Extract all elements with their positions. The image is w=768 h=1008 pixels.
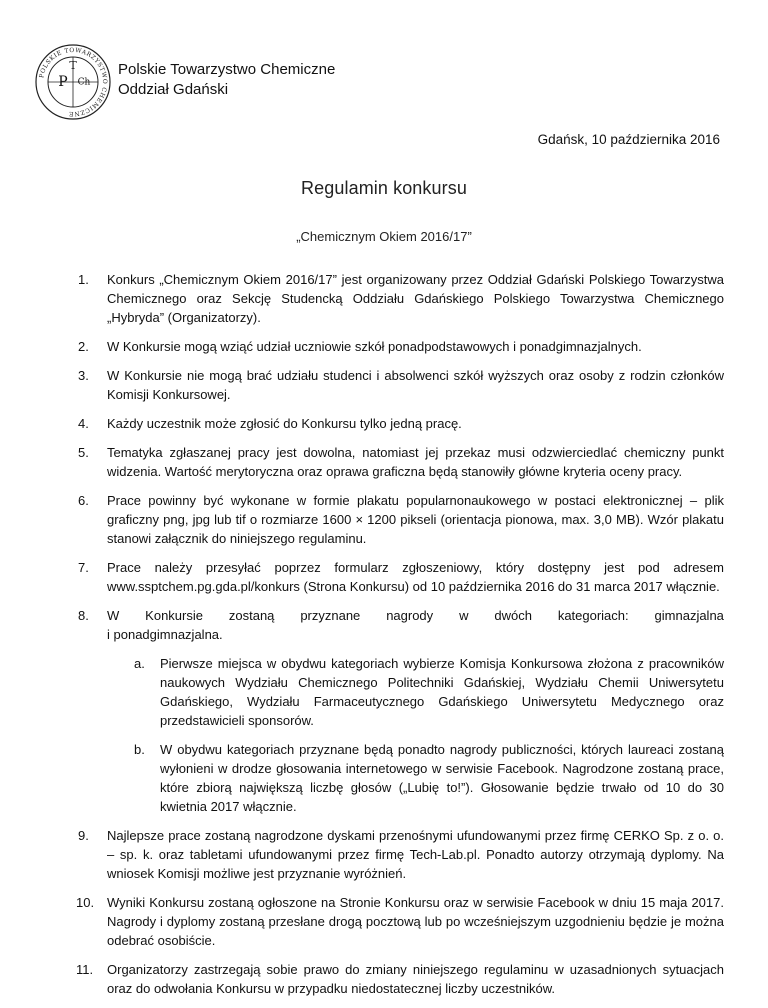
rule-text: Organizatorzy zastrzegają sobie prawo do zmiany niniejszego regulaminu w uzasadnionych sytuacjach oraz do odwołania Konkursu w przypadku niedostatecznej liczby uczestników. (107, 962, 724, 996)
rule-word: gimnazjalna (654, 608, 724, 623)
rule-word: w (459, 608, 469, 623)
rule-text-line (107, 606, 724, 625)
rule-number: 7. (78, 560, 89, 575)
rule-text: W Konkursie mogą wziąć udział uczniowie szkół ponadpodstawowych i ponadgimnazjalnych. (107, 339, 642, 354)
rule-text: Prace powinny być wykonane w formie plakatu popularnonaukowego w postaci elektronicznej – plik graficzny png, jpg lub tif o rozmiarze 1600 × 1200 pikseli (orientacja pionowa, max. 3,0 MB). Wzór plakatu stanowi załącznik do niniejszego regulaminu. (107, 493, 724, 546)
subrule-letter: a. (134, 656, 145, 671)
rule-item (78, 960, 724, 998)
rule-word: W (107, 608, 120, 623)
svg-text:Ch: Ch (77, 77, 91, 88)
rule-word: kategoriach: (557, 608, 629, 623)
rule-number: 1. (78, 272, 89, 287)
rule-item (78, 826, 724, 883)
rule-item (78, 893, 724, 950)
ptch-seal-logo (33, 42, 113, 122)
rule-text-continuation: i ponadgimnazjalna. (107, 627, 223, 642)
rule-item (78, 606, 724, 644)
rule-item (78, 270, 724, 327)
subrule-item (134, 740, 724, 816)
rule-item (78, 558, 724, 596)
rule-number: 11. (76, 962, 94, 977)
organization-name-block (118, 60, 335, 100)
rules-list (78, 270, 724, 1008)
rule-word: nagrody (386, 608, 434, 623)
rule-text: Tematyka zgłaszanej pracy jest dowolna, natomiast jej przekaz musi odzwierciedlać chemiczny punkt widzenia. Wartość merytoryczna oraz oprawa graficzna będą stanowiły główne kryteria oceny pracy. (107, 445, 724, 479)
svg-text:P: P (58, 74, 68, 90)
subrule-letter: b. (134, 742, 145, 757)
rule-text: W Konkursie nie mogą brać udziału studenci i absolwenci szkół wyższych oraz osoby z rodzin członków Komisji Konkursowej. (107, 368, 724, 402)
subrule-item (134, 654, 724, 730)
rule-word: przyznane (300, 608, 361, 623)
subrule-text: Pierwsze miejsca w obydwu kategoriach wybierze Komisja Konkursowa złożona z pracowników naukowych Wydziału Chemicznego Politechniki Gdańskiej, Wydziału Chemii Uniwersytetu Gdańskiego, Wydziału Farmaceutycznego Gdańskiego Uniwersytetu Medycznego oraz przedstawicieli sponsorów. (160, 656, 724, 728)
rule-item (78, 443, 724, 481)
rule-number: 10. (76, 895, 95, 910)
rule-number: 4. (78, 416, 89, 431)
rule-text: Najlepsze prace zostaną nagrodzone dyskami przenośnymi ufundowanymi przez firmę CERKO Sp. z o. o. – sp. k. oraz tabletami ufundowanymi przez firmę Tech-Lab.pl. Ponadto autorzy otrzymają dyplomy. Na wniosek Komisji możliwe jest przyznanie wyróżnień. (107, 828, 724, 881)
rule-item (78, 414, 724, 433)
rule-text: Konkurs „Chemicznym Okiem 2016/17” jest organizowany przez Oddział Gdański Polskiego Towarzystwa Chemicznego oraz Sekcję Studencką Oddziału Gdańskiego Polskiego Towarzystwa Chemicznego „Hybryda” (Organizatorzy). (107, 272, 724, 325)
rule-number: 3. (78, 368, 89, 383)
document-title: Regulamin konkursu (301, 178, 467, 198)
rule-number: 2. (78, 339, 89, 354)
rule-item (78, 491, 724, 548)
rule-word: Konkursie (145, 608, 203, 623)
contest-name: „Chemicznym Okiem 2016/17” (296, 229, 472, 244)
rule-word: dwóch (494, 608, 532, 623)
subrule-text: W obydwu kategoriach przyznane będą ponadto nagrody publiczności, których laureaci zostaną wyłonieni w drodze głosowania internetowego w serwisie Facebook. Nagrodzone zostaną prace, które zbiorą największą liczbę głosów („Lubię to!”). Głosowanie będzie trwało od 10 do 30 kwietnia 2017 włącznie. (160, 742, 724, 814)
document-date: Gdańsk, 10 października 2016 (537, 132, 720, 147)
rule-item (78, 366, 724, 404)
org-branch: Oddział Gdański (118, 81, 229, 98)
rule-text: Prace należy przesyłać poprzez formularz zgłoszeniowy, który dostępny jest pod adresem www.ssptchem.pg.gda.pl/konkurs (Strona Konkursu) od 10 października 2016 do 31 marca 2017 włącznie. (107, 560, 724, 594)
org-name: Polskie Towarzystwo Chemiczne (118, 61, 336, 78)
rule-number: 8. (78, 608, 89, 623)
svg-text:T: T (69, 59, 77, 72)
rule-number: 9. (78, 828, 89, 843)
svg-text:POLSKIE TOWARZYSTWO CHEMICZNE: POLSKIE TOWARZYSTWO CHEMICZNE (38, 46, 109, 118)
rule-number: 5. (78, 445, 89, 460)
rule-item (78, 337, 724, 356)
rule-word: zostaną (228, 608, 275, 623)
rule-text: Wyniki Konkursu zostaną ogłoszone na Stronie Konkursu oraz w serwisie Facebook w dniu 15 maja 2017. Nagrody i dyplomy zostaną przesłane drogą pocztową lub po wcześniejszym uzgodnieniu będzie je można odebrać osobiście. (107, 895, 724, 948)
rule-number: 6. (78, 493, 89, 508)
rule-text: Każdy uczestnik może zgłosić do Konkursu tylko jedną pracę. (107, 416, 462, 431)
